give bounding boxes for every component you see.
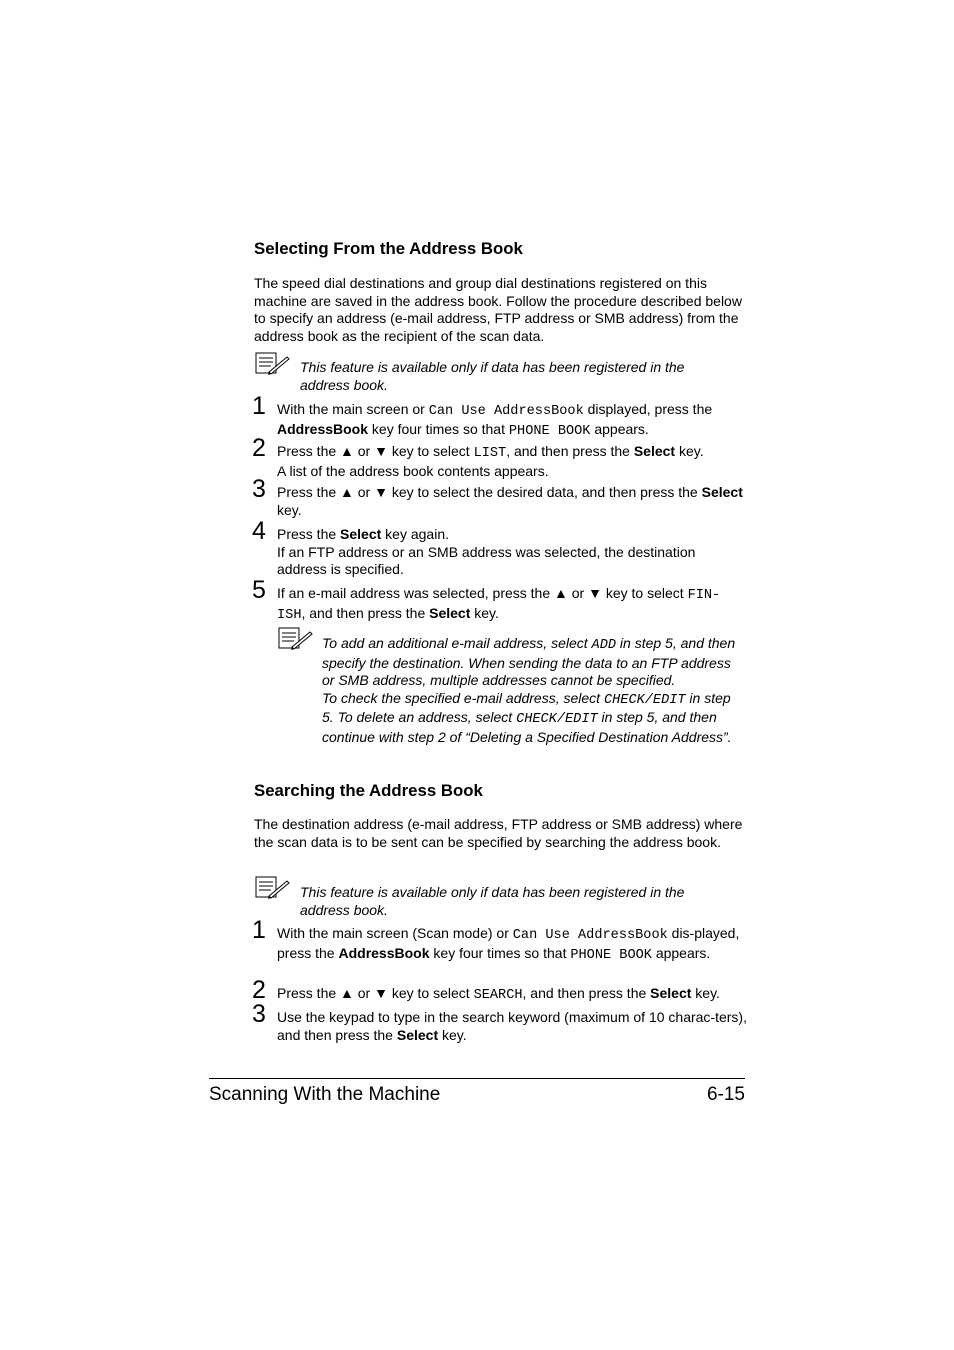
- step-number: 2: [252, 976, 266, 1004]
- note-pencil-icon: [255, 876, 291, 900]
- section-intro: The speed dial destinations and group dial destinations registered on this machine are saved in the address book. Follow the procedure described below to specify an address (e-mail address, FTP address or SMB address) from the address book as the recipient of the scan data.: [254, 275, 742, 344]
- step-text: Press the ▲ or ▼ key to select the desired data, and then press the Select key.: [277, 484, 743, 518]
- step-number: 3: [252, 475, 266, 503]
- section-heading: Selecting From the Address Book: [254, 239, 523, 258]
- note-text: This feature is available only if data has been registered in the address book.: [300, 359, 685, 393]
- step-number: 5: [252, 576, 266, 604]
- step-text: Use the keypad to type in the search keyword (maximum of 10 charac-ters), and then press the Select key.: [277, 1009, 747, 1043]
- step5-note-text: To add an additional e-mail address, select ADD in step 5, and then specify the destination. When sending the data to an FTP address or SMB address, multiple addresses cannot be specified. To check the specified e-mail address, select CHECK/EDIT in step 5. To delete an address, select CHECK/EDIT in step 5, and then continue with step 2 of “Deleting a Specified Destination Address”.: [322, 635, 736, 745]
- section-intro: The destination address (e-mail address, FTP address or SMB address) where the scan data is to be sent can be specified by searching the address book.: [254, 816, 743, 850]
- note-pencil-icon: [255, 352, 291, 376]
- step-text: With the main screen or Can Use AddressBook displayed, press the AddressBook key four times so that PHONE BOOK appears.: [277, 401, 713, 439]
- step-number: 1: [252, 916, 266, 944]
- step-text: Press the ▲ or ▼ key to select SEARCH, and then press the Select key.: [277, 985, 720, 1003]
- step-number: 1: [252, 392, 266, 420]
- step-text: If an e-mail address was selected, press the ▲ or ▼ key to select FIN- ISH, and then press the Select key.: [277, 585, 721, 623]
- step-number: 4: [252, 517, 266, 545]
- step-text: With the main screen (Scan mode) or Can Use AddressBook dis-played, press the AddressBook key four times so that PHONE BOOK appears.: [277, 925, 740, 963]
- note-pencil-icon: [278, 627, 314, 651]
- step-number: 3: [252, 1000, 266, 1028]
- footer-chapter-title: Scanning With the Machine: [209, 1084, 441, 1105]
- section-heading: Searching the Address Book: [254, 781, 483, 800]
- step-text: Press the Select key again. If an FTP address or an SMB address was selected, the destination address is specified.: [277, 526, 696, 578]
- step-number: 2: [252, 434, 266, 462]
- note-text: This feature is available only if data has been registered in the address book.: [300, 884, 685, 918]
- footer-rule: [209, 1078, 745, 1079]
- footer-page-number: 6-15: [706, 1084, 745, 1105]
- step-text: Press the ▲ or ▼ key to select LIST, and then press the Select key. A list of the address book contents appears.: [277, 443, 704, 479]
